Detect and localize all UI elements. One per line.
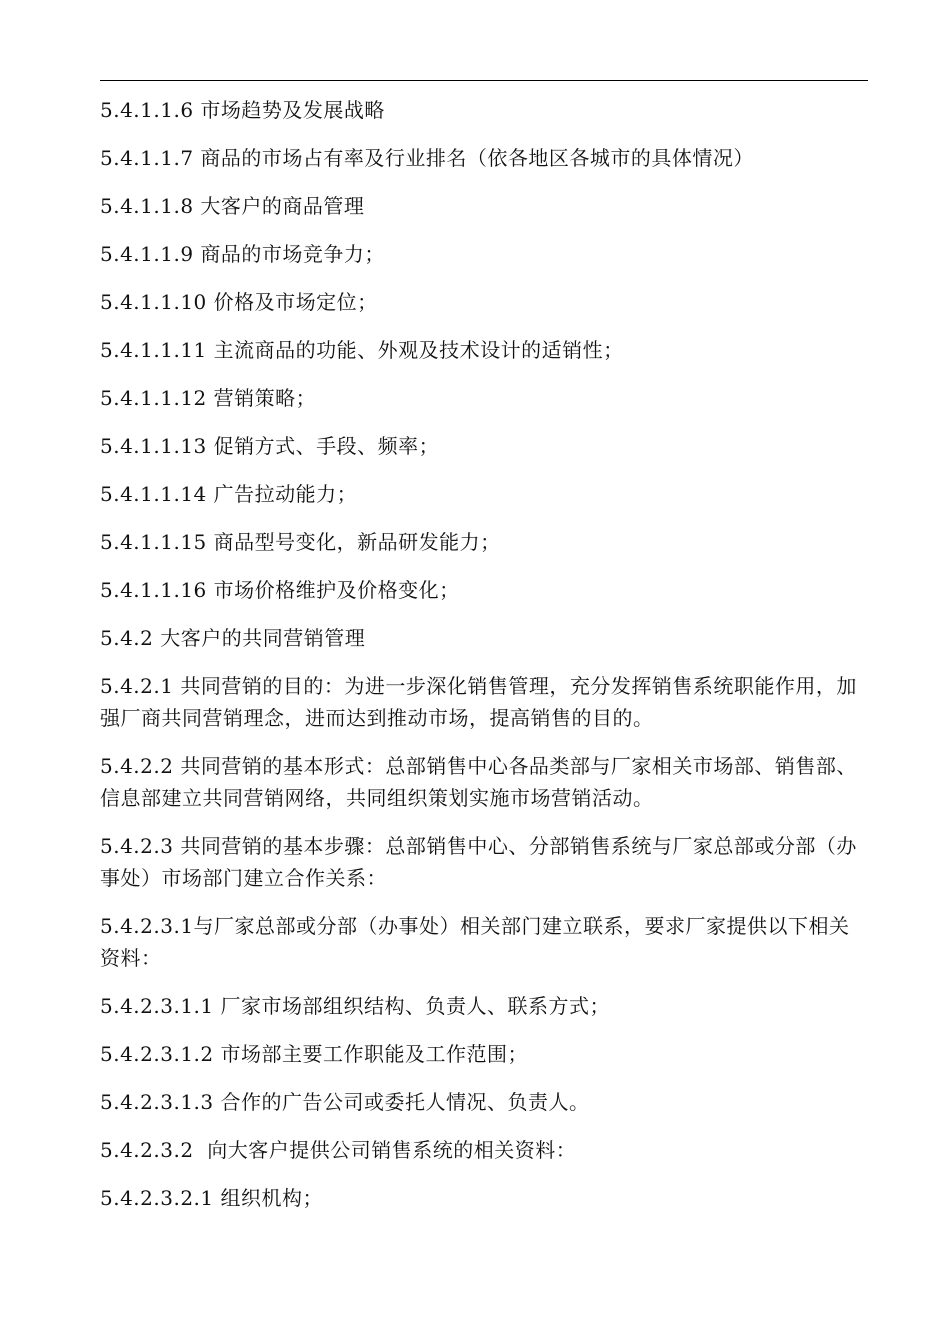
paragraph: 5.4.2.1 共同营销的目的：为进一步深化销售管理，充分发挥销售系统职能作用，加强厂商共同营销理念，进而达到推动市场，提高销售的目的。 (100, 674, 857, 730)
section-heading: 5.4.2 大客户的共同营销管理 (100, 626, 366, 650)
header-rule (100, 80, 868, 81)
paragraph: 5.4.1.1.7 商品的市场占有率及行业排名（依各地区各城市的具体情况） (100, 146, 754, 170)
paragraph: 5.4.1.1.9 商品的市场竞争力； (100, 242, 385, 266)
paragraph: 5.4.1.1.8 大客户的商品管理 (100, 194, 365, 218)
paragraph: 5.4.2.3.1.2 市场部主要工作职能及工作范围； (100, 1042, 528, 1066)
paragraph: 5.4.1.1.6 市场趋势及发展战略 (100, 98, 385, 122)
paragraph: 5.4.2.3 共同营销的基本步骤：总部销售中心、分部销售系统与厂家总部或分部（办事处）市场部门建立合作关系： (100, 834, 857, 890)
paragraph: 5.4.2.3.1.1 厂家市场部组织结构、负责人、联系方式； (100, 994, 610, 1018)
paragraph: 5.4.2.3.2.1 组织机构； (100, 1186, 323, 1210)
document-body (100, 94, 870, 1230)
paragraph: 5.4.2.3.1与厂家总部或分部（办事处）相关部门建立联系，要求厂家提供以下相关资料： (100, 914, 850, 970)
paragraph: 5.4.1.1.16 市场价格维护及价格变化； (100, 578, 460, 602)
paragraph: 5.4.1.1.14 广告拉动能力； (100, 482, 358, 506)
paragraph: 5.4.2.3.2 向大客户提供公司销售系统的相关资料： (100, 1138, 577, 1162)
paragraph: 5.4.1.1.10 价格及市场定位； (100, 290, 378, 314)
paragraph: 5.4.1.1.15 商品型号变化，新品研发能力； (100, 530, 501, 554)
paragraph: 5.4.1.1.12 营销策略； (100, 386, 317, 410)
paragraph: 5.4.2.2 共同营销的基本形式：总部销售中心各品类部与厂家相关市场部、销售部、信息部建立共同营销网络，共同组织策划实施市场营销活动。 (100, 754, 857, 810)
paragraph: 5.4.1.1.13 促销方式、手段、频率； (100, 434, 440, 458)
paragraph: 5.4.1.1.11 主流商品的功能、外观及技术设计的适销性； (100, 338, 624, 362)
paragraph: 5.4.2.3.1.3 合作的广告公司或委托人情况、负责人。 (100, 1090, 590, 1114)
